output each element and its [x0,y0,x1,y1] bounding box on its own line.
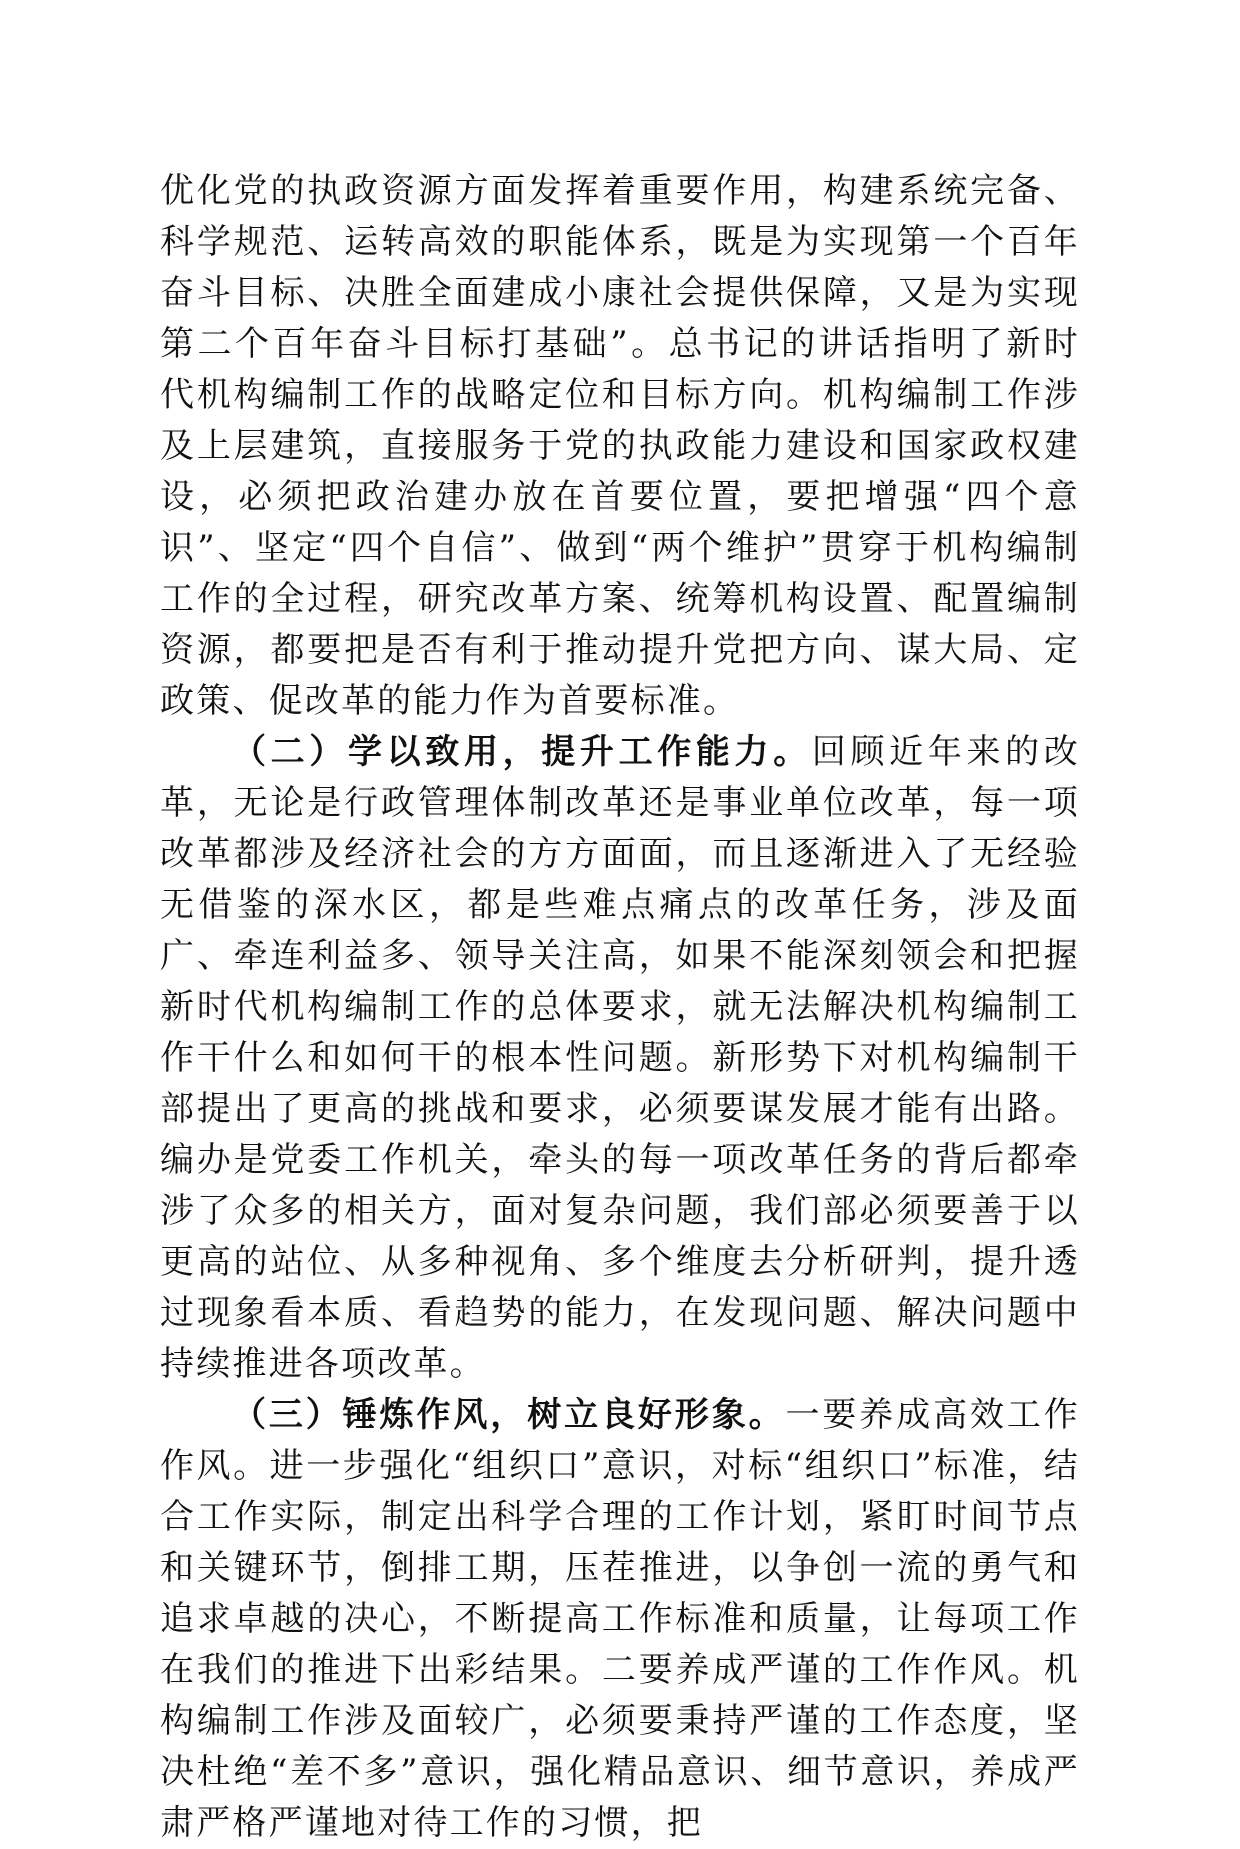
paragraph-text: 优化党的执政资源方面发挥着重要作用，构建系统完备、科学规范、运转高效的职能体系，既是为实现第一个百年奋斗目标、决胜全面建成小康社会提供保障，又是为实现第二个百年奋斗目标打基础”。总书记的讲话指明了新时代机构编制工作的战略定位和目标方向。机构编制工作涉及上层建筑，直接服务于党的执政能力建设和国家政权建设，必须把政治建办放在首要位置，要把增强“四个意识”、坚定“四个自信”、做到“两个维护”贯穿于机构编制工作的全过程，研究改革方案、统筹机构设置、配置编制资源，都要把是否有利于推动提升党把方向、谋大局、定政策、促改革的能力作为首要标准。 [160,171,1080,721]
paragraph-text: 一要养成高效工作作风。进一步强化“组织口”意识，对标“组织口”标准，结合工作实际，制定出科学合理的工作计划，紧盯时间节点和关键环节，倒排工期，压茬推进，以争创一流的勇气和追求卓越的决心，不断提高工作标准和质量，让每项工作在我们的推进下出彩结果。二要养成严谨的工作作风。机构编制工作涉及面较广，必须要秉持严谨的工作态度，坚决杜绝“差不多”意识，强化精品意识、细节意识，养成严肃严格严谨地对待工作的习惯，把 [160,1395,1080,1843]
section-heading: （三）锤炼作风，树立良好形象。 [232,1395,786,1435]
paragraph-section-2 [160,727,1080,1390]
paragraph-text: 回顾近年来的改革，无论是行政管理体制改革还是事业单位改革，每一项改革都涉及经济社会的方方面面，而且逐渐进入了无经验无借鉴的深水区，都是些难点痛点的改革任务，涉及面广、牵连利益多、领导关注高，如果不能深刻领会和把握新时代机构编制工作的总体要求，就无法解决机构编制工作干什么和如何干的根本性问题。新形势下对机构编制干部提出了更高的挑战和要求，必须要谋发展才能有出路。编办是党委工作机关，牵头的每一项改革任务的背后都牵涉了众多的相关方，面对复杂问题，我们部必须要善于以更高的站位、从多种视角、多个维度去分析研判，提升透过现象看本质、看趋势的能力，在发现问题、解决问题中持续推进各项改革。 [160,732,1081,1384]
section-heading: （二）学以致用，提升工作能力。 [232,732,812,772]
body-text [160,166,1080,1849]
paragraph-section-3 [160,1390,1080,1849]
paragraph-continuation [160,166,1080,727]
